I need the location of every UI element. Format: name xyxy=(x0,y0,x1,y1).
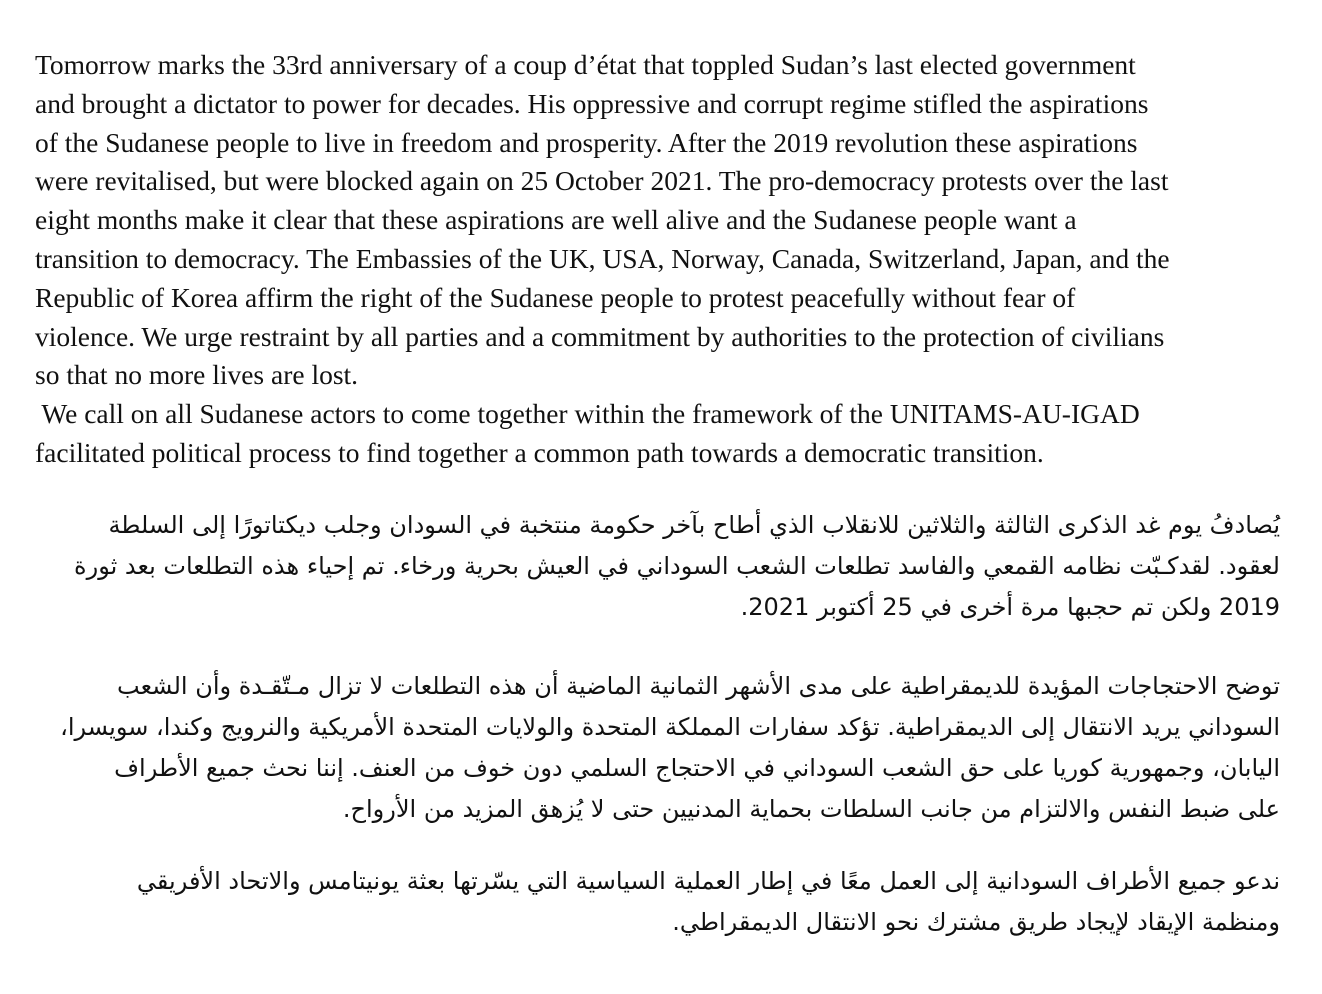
english-line: facilitated political process to find together a common path towards a democratic transition. xyxy=(35,436,1044,468)
arabic-line: ندعو جميع الأطراف السودانية إلى العمل معًا في إطار العملية السياسية التي يسّرتها بعثة يونيتامس والاتحاد الأفريقي xyxy=(136,867,1280,895)
english-line: transition to democracy. The Embassies of the UK, USA, Norway, Canada, Switzerland, Japan, and the xyxy=(35,242,1170,274)
arabic-line: ومنظمة الإيقاد لإيجاد طريق مشترك نحو الانتقال الديمقراطي. xyxy=(672,908,1280,936)
arabic-line: يُصادفُ يوم غد الذكرى الثالثة والثلاثين للانقلاب الذي أطاح بآخر حكومة منتخبة في السودان وجلب ديكتاتورًا إلى السلطة xyxy=(108,511,1280,539)
arabic-line: توضح الاحتجاجات المؤيدة للديمقراطية على مدى الأشهر الثمانية الماضية أن هذه التطلعات لا تزال مـتّقـدة وأن الشعب xyxy=(117,672,1280,700)
english-line: We call on all Sudanese actors to come together within the framework of the UNITAMS-AU-IGAD xyxy=(35,398,1140,430)
english-line: and brought a dictator to power for decades. His oppressive and corrupt regime stifled the aspirations xyxy=(35,87,1149,119)
arabic-line: اليابان، وجمهورية كوريا على حق الشعب السوداني في الاحتجاج السلمي دون خوف من العنف. إننا نحث جميع الأطراف xyxy=(114,754,1280,782)
english-line: violence. We urge restraint by all parties and a commitment by authorities to the protection of civilians xyxy=(35,320,1165,352)
arabic-line: على ضبط النفس والالتزام من جانب السلطات بحماية المدنيين حتى لا يُزهق المزيد من الأرواح. xyxy=(342,795,1280,823)
english-line: Tomorrow marks the 33rd anniversary of a coup d’état that toppled Sudan’s last elected government xyxy=(35,49,1136,80)
english-statement xyxy=(35,46,1295,473)
english-line: eight months make it clear that these aspirations are well alive and the Sudanese people want a xyxy=(35,204,1077,236)
arabic-line: السوداني يريد الانتقال إلى الديمقراطية. تؤكد سفارات المملكة المتحدة والولايات المتحدة الأمريكية والنرويج وكندا، سويسرا، xyxy=(60,713,1280,741)
arabic-paragraph-political-process xyxy=(30,861,1280,943)
english-line: of the Sudanese people to live in freedom and prosperity. After the 2019 revolution these aspirations xyxy=(35,126,1138,158)
arabic-paragraph-anniversary xyxy=(30,505,1280,628)
english-line: so that no more lives are lost. xyxy=(35,359,359,391)
arabic-line: 2019 ولكن تم حجبها مرة أخرى في 25 أكتوبر 2021. xyxy=(740,593,1280,621)
arabic-line: لعقود. لقدكـبّت نظامه القمعي والفاسد تطلعات الشعب السوداني في العيش بحرية ورخاء. تم إحياء هذه التطلعات بعد ثورة xyxy=(74,552,1280,580)
english-line: were revitalised, but were blocked again on 25 October 2021. The pro-democracy protests over the last xyxy=(35,165,1169,197)
english-line: Republic of Korea affirm the right of the Sudanese people to protest peacefully without fear of xyxy=(35,281,1076,313)
arabic-paragraph-protests xyxy=(30,666,1280,830)
